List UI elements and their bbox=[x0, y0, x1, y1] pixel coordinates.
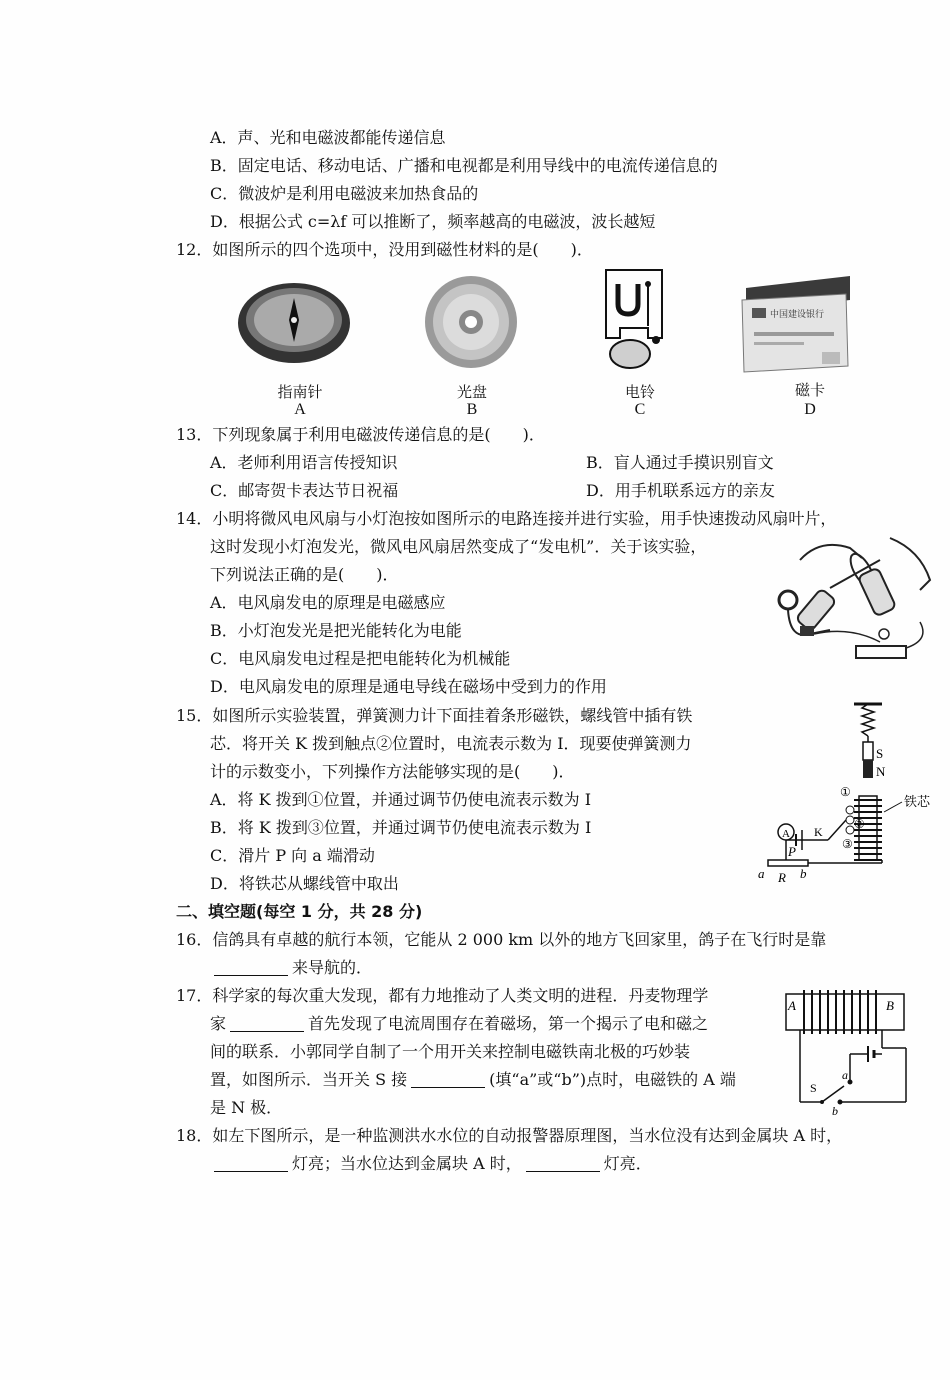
magnet-s-label: S bbox=[876, 746, 884, 761]
q12-caption-b-letter: B bbox=[466, 401, 478, 418]
q12-caption-d-name: 磁卡 bbox=[794, 381, 825, 399]
q17-blank-2[interactable] bbox=[411, 1071, 485, 1088]
q18-blank-1[interactable] bbox=[214, 1155, 288, 1172]
q16-stem-line1: 16．信鸽具有卓越的航行本领，它能从 2 000 km 以外的地方飞回家里，鸽子在飞行时是靠 bbox=[176, 930, 827, 949]
q14-stem-line2: 这时发现小灯泡发光，微风电风扇居然变成了“发电机”．关于该实验， bbox=[210, 537, 707, 556]
q12-caption-a-name: 指南针 bbox=[277, 383, 323, 401]
q13-stem: 13．下列现象属于利用电磁波传递信息的是( )． bbox=[176, 425, 545, 444]
q14-stem-line1: 14．小明将微风电风扇与小灯泡按如图所示的电路连接并进行实验，用手快速拨动风扇叶片， bbox=[176, 509, 837, 528]
q11-option-c: C．微波炉是利用电磁波来加热食品的 bbox=[210, 184, 479, 203]
q11-option-d: D．根据公式 c=λf 可以推断了，频率越高的电磁波，波长越短 bbox=[210, 212, 656, 231]
q13-option-a: A．老师利用语言传授知识 bbox=[210, 453, 398, 472]
card-bank-text: 中国建设银行 bbox=[770, 309, 825, 319]
q18-stem-line2 bbox=[210, 1153, 652, 1175]
q15-option-d: D．将铁芯从螺线管中取出 bbox=[210, 874, 399, 893]
q16-line2-text: 来导航的． bbox=[292, 958, 373, 977]
iron-core-label: 铁芯 bbox=[904, 794, 931, 809]
ammeter-label: A bbox=[782, 828, 790, 840]
q16-stem-line2 bbox=[210, 957, 372, 979]
q17-stem-line3: 间的联系．小郭同学自制了一个用开关来控制电磁铁南北极的巧妙装 bbox=[210, 1042, 691, 1061]
q15-option-b: B．将 K 拨到③位置，并通过调节仍使电流表示数为 I bbox=[210, 818, 592, 837]
q17-stem-line5: 是 N 极． bbox=[210, 1098, 283, 1117]
q13-option-b: B．盲人通过手摸识别盲文 bbox=[586, 453, 774, 472]
q12-caption-d-letter: D bbox=[804, 401, 816, 418]
switch-k-label: K bbox=[814, 825, 823, 839]
q18-line2-mid: 灯亮；当水位达到金属块 A 时， bbox=[292, 1154, 522, 1173]
q15-stem-line3: 计的示数变小，下列操作方法能够实现的是( )． bbox=[210, 762, 575, 781]
q17-line2-prefix: 家 bbox=[210, 1014, 227, 1033]
electromagnet-switch-figure bbox=[782, 984, 912, 1116]
q15-stem-line1: 15．如图所示实验装置，弹簧测力计下面挂着条形磁铁，螺线管中插有铁 bbox=[176, 706, 693, 725]
q12-caption-c-letter: C bbox=[634, 401, 646, 418]
q12-caption-a-letter: A bbox=[294, 401, 306, 418]
magnet-end-b-label: B bbox=[886, 998, 894, 1013]
q14-stem-line3: 下列说法正确的是( )． bbox=[210, 565, 399, 584]
fan-experiment-figure bbox=[770, 530, 938, 666]
magnet-n-label: N bbox=[876, 764, 886, 779]
q13-option-c: C．邮寄贺卡表达节日祝福 bbox=[210, 481, 399, 500]
card-icon bbox=[738, 270, 856, 374]
magnet-end-a-label: A bbox=[788, 998, 796, 1013]
q18-blank-2[interactable] bbox=[526, 1155, 600, 1172]
q14-option-c: C．电风扇发电过程是把电能转化为机械能 bbox=[210, 649, 511, 668]
q14-option-d: D．电风扇发电的原理是通电导线在磁场中受到力的作用 bbox=[210, 677, 607, 696]
q18-stem-line1: 18．如左下图所示，是一种监测洪水水位的自动报警器原理图，当水位没有达到金属块 A 时， bbox=[176, 1126, 843, 1145]
contact-1-label: ① bbox=[840, 785, 851, 799]
contact-a-label: a bbox=[842, 1068, 848, 1082]
rheostat-a-label: a bbox=[758, 866, 765, 881]
electromagnet-spring-figure bbox=[756, 700, 940, 884]
q17-blank-1[interactable] bbox=[230, 1015, 304, 1032]
bell-icon bbox=[596, 268, 676, 372]
contact-3-label: ③ bbox=[842, 837, 853, 851]
q17-line4-prefix: 置，如图所示．当开关 S 接 bbox=[210, 1070, 408, 1089]
q11-option-a: A．声、光和电磁波都能传递信息 bbox=[210, 128, 446, 147]
q17-stem-line4 bbox=[210, 1069, 736, 1091]
q12-caption-b-name: 光盘 bbox=[456, 383, 487, 401]
q17-line4-suffix: (填“a”或“b”)点时，电磁铁的 A 端 bbox=[489, 1070, 736, 1089]
q12-stem: 12．如图所示的四个选项中，没用到磁性材料的是( )． bbox=[176, 240, 593, 259]
q15-stem-line2: 芯．将开关 K 拨到触点②位置时，电流表示数为 I．现要使弹簧测力 bbox=[210, 734, 692, 753]
rheostat-r-label: R bbox=[778, 870, 786, 884]
q18-line2-suffix: 灯亮． bbox=[603, 1154, 652, 1173]
q17-stem-line2 bbox=[210, 1013, 708, 1035]
switch-s-label: S bbox=[810, 1081, 817, 1095]
contact-2-label: ② bbox=[854, 817, 865, 831]
q16-blank[interactable] bbox=[214, 959, 288, 976]
section-2-title: 二、填空题(每空 1 分，共 28 分) bbox=[176, 902, 423, 921]
q11-option-b: B．固定电话、移动电话、广播和电视都是利用导线中的电流传递信息的 bbox=[210, 156, 718, 175]
q12-caption-c-name: 电铃 bbox=[624, 383, 655, 401]
q13-option-d: D．用手机联系远方的亲友 bbox=[586, 481, 775, 500]
compass-icon bbox=[236, 278, 356, 368]
disc-icon bbox=[416, 272, 526, 372]
q15-option-a: A．将 K 拨到①位置，并通过调节仍使电流表示数为 I bbox=[210, 790, 592, 809]
slider-p-label: P bbox=[788, 844, 796, 859]
contact-b-label: b bbox=[832, 1104, 838, 1116]
q15-option-c: C．滑片 P 向 a 端滑动 bbox=[210, 846, 375, 865]
q17-line2-suffix: 首先发现了电流周围存在着磁场，第一个揭示了电和磁之 bbox=[308, 1014, 709, 1033]
rheostat-b-label: b bbox=[800, 866, 807, 881]
q14-option-b: B．小灯泡发光是把光能转化为电能 bbox=[210, 621, 462, 640]
q14-option-a: A．电风扇发电的原理是电磁感应 bbox=[210, 593, 446, 612]
q17-stem-line1: 17．科学家的每次重大发现，都有力地推动了人类文明的进程．丹麦物理学 bbox=[176, 986, 709, 1005]
